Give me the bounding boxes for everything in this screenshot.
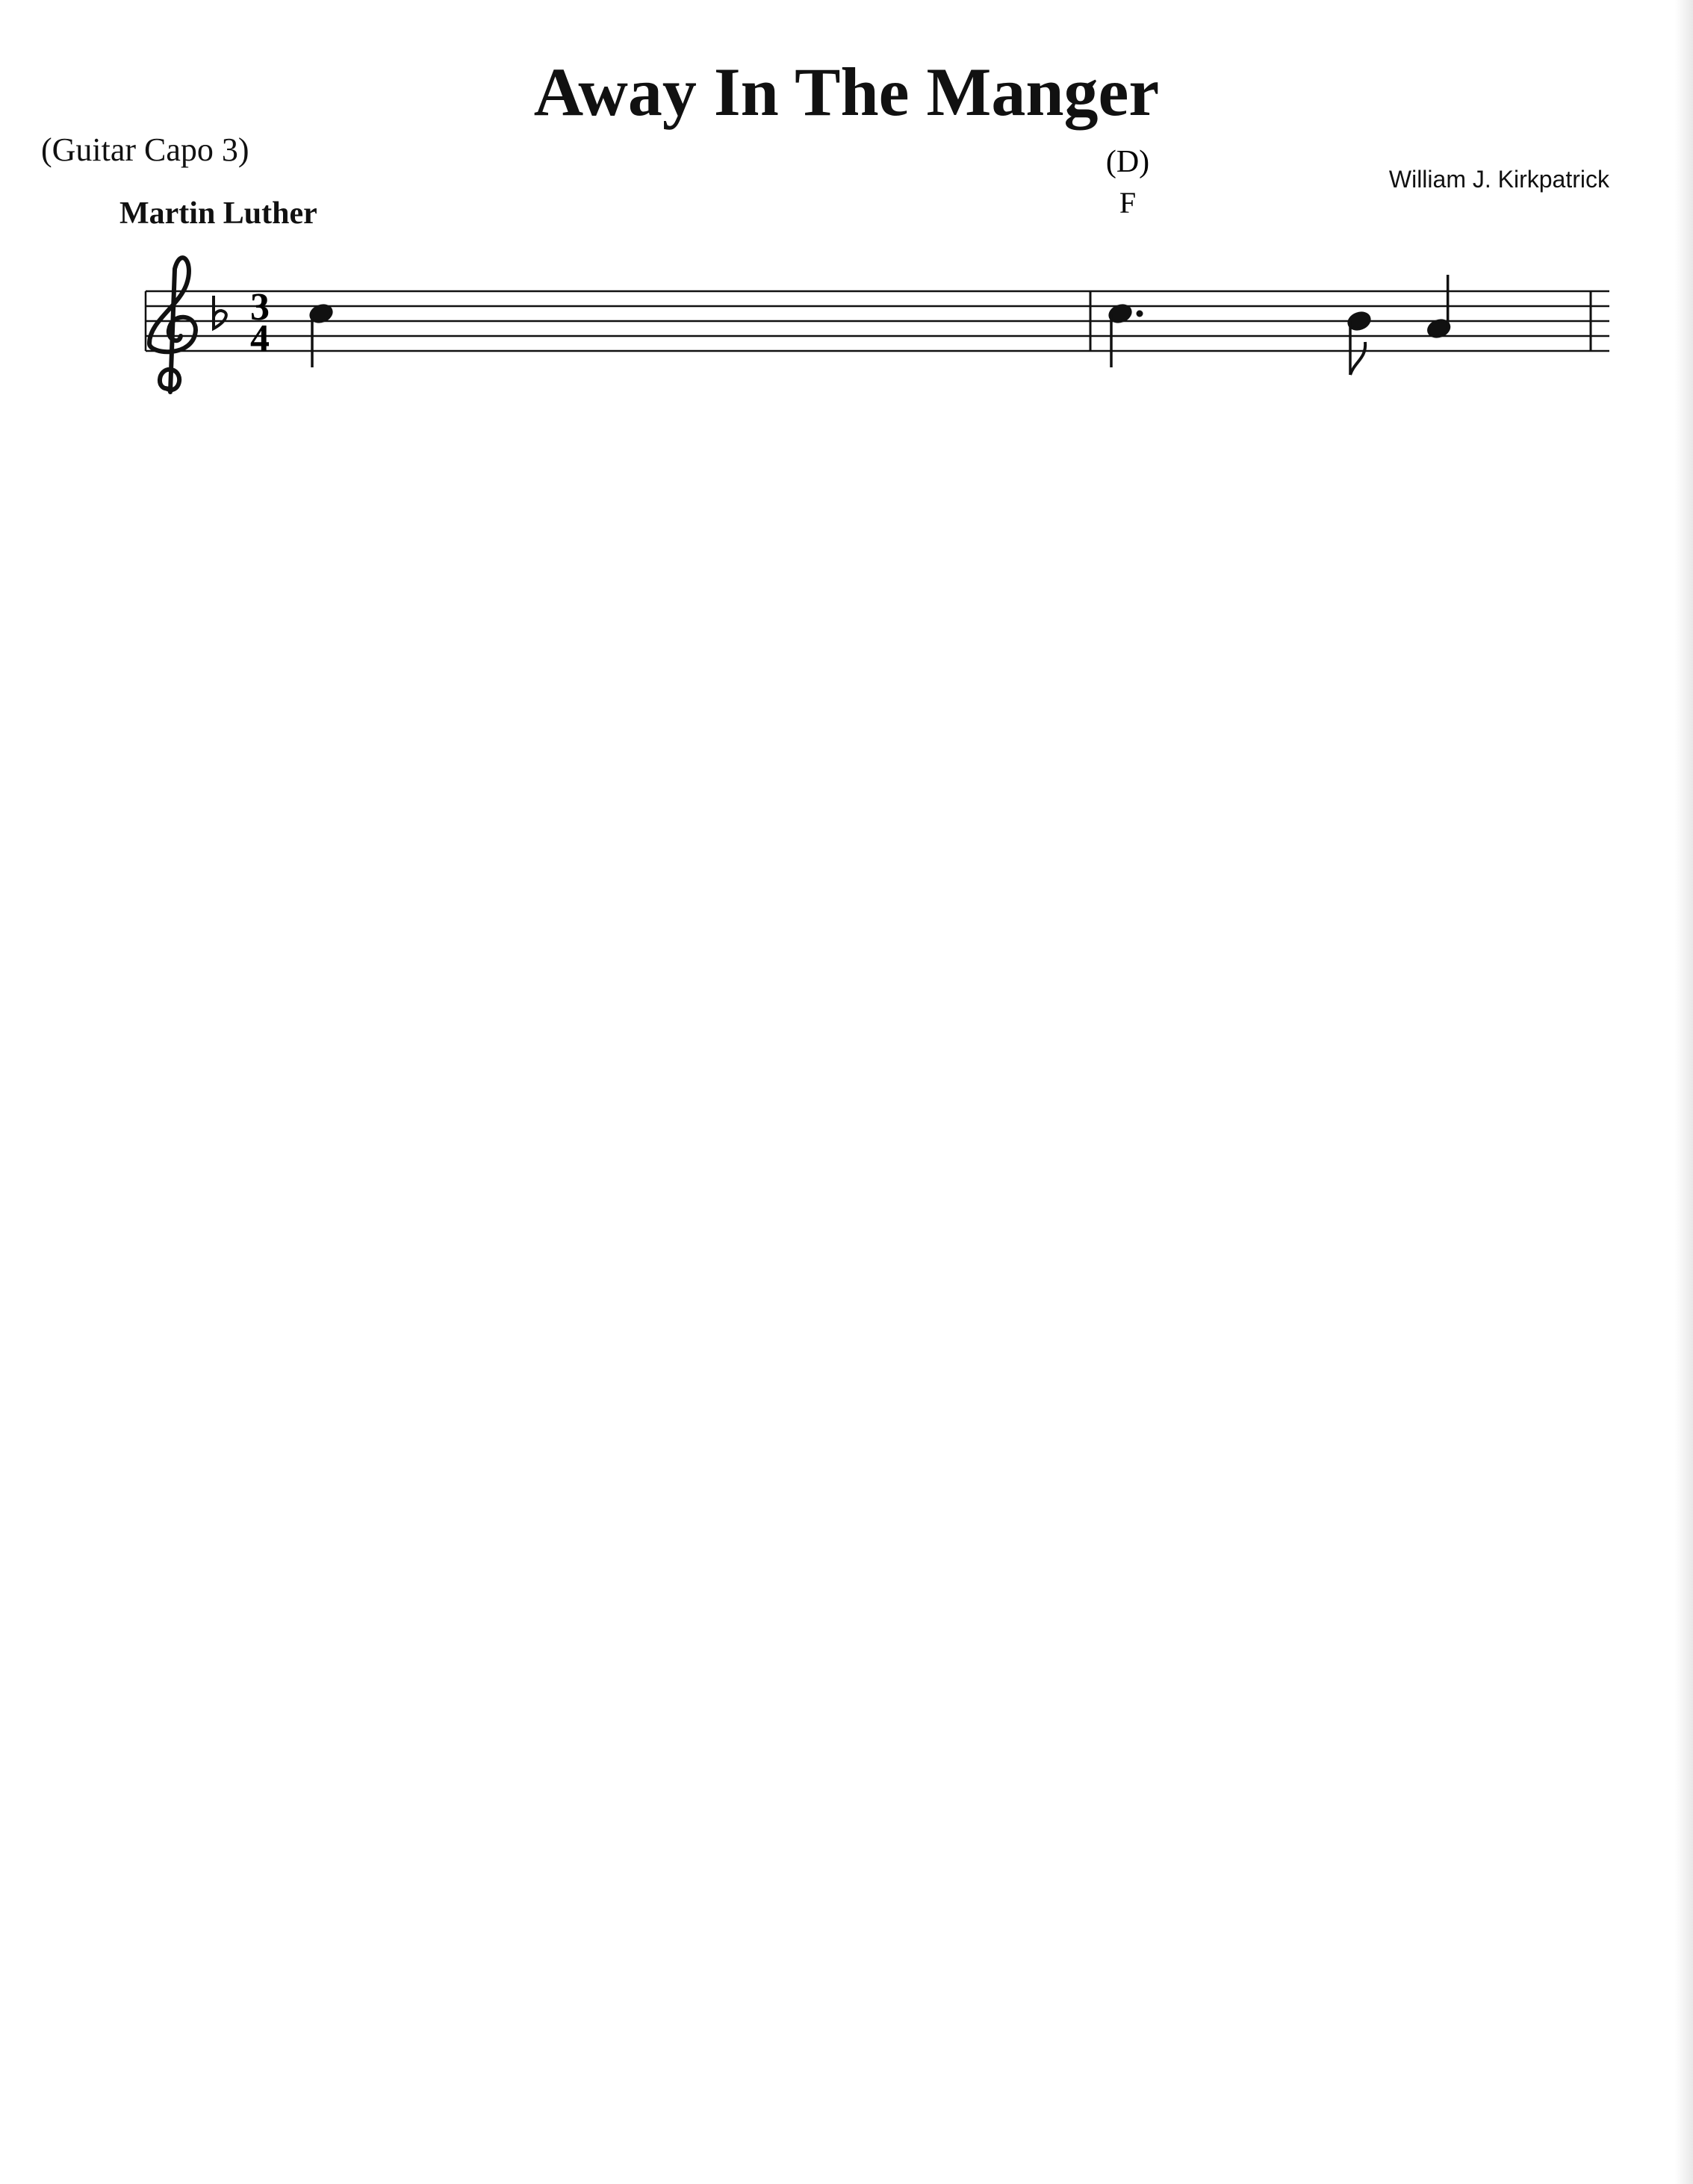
note-flag <box>1350 342 1365 375</box>
treble-clef <box>149 258 196 392</box>
key-signature-flat <box>214 296 226 329</box>
page-edge-shadow <box>1675 0 1693 2184</box>
time-signature-bottom: 4 <box>250 317 270 360</box>
staff-system <box>146 145 1609 392</box>
chord-symbol: F <box>1119 186 1137 220</box>
time-signature-top: 3 <box>250 286 270 329</box>
capo-note: (Guitar Capo 3) <box>41 131 249 168</box>
time-signature <box>250 286 270 360</box>
song-title: Away In The Manger <box>533 54 1160 130</box>
lyricist-credit: Martin Luther <box>119 196 317 231</box>
composer-credit: William J. Kirkpatrick <box>1388 166 1609 193</box>
capo-chord-label: (D) <box>1105 145 1150 179</box>
note-dot <box>1137 311 1143 317</box>
